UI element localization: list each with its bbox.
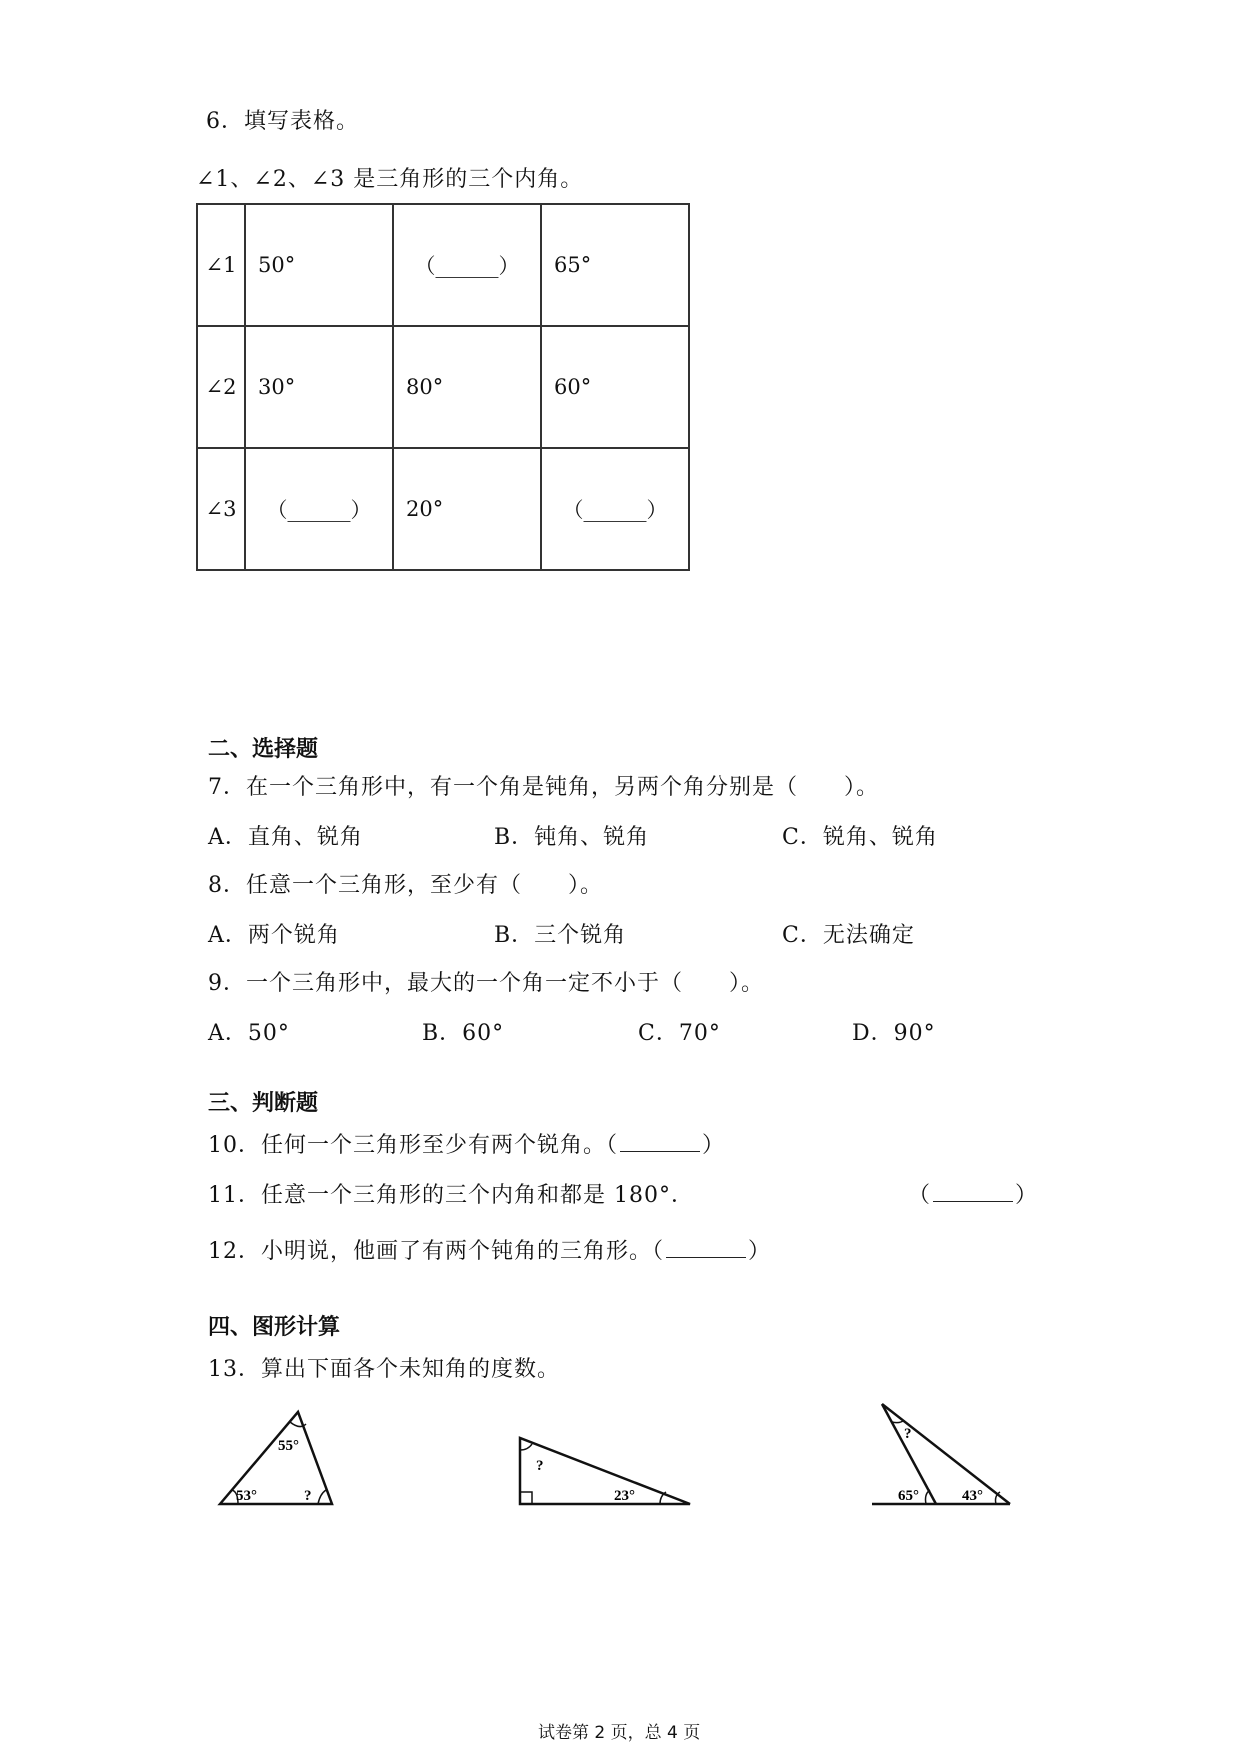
triangle-2-label-top: ? [536,1458,544,1474]
q7-option-a[interactable]: A．直角、锐角 [208,825,363,850]
q6-title: 6．填写表格。 [206,109,359,134]
q9-option-a[interactable]: A．50° [208,1021,290,1046]
q12-text: 12．小明说，他画了有两个钝角的三角形。 [208,1239,652,1264]
angle-1-label: ∠1 [197,204,245,326]
q12-answer-blank[interactable] [666,1239,746,1258]
answer-blank[interactable]: （______） [245,448,393,570]
q9-text: 9．一个三角形中，最大的一个角一定不小于（ ）。 [208,971,764,996]
triangle-1-svg [210,1402,340,1514]
q11-answer: （ ） [908,1183,1039,1208]
q11-text: 11．任意一个三角形的三个内角和都是 180°． [208,1183,694,1208]
triangle-3-label-top: ? [904,1426,912,1442]
q8-option-a[interactable]: A．两个锐角 [208,923,340,948]
q8-option-c[interactable]: C．无法确定 [782,923,915,948]
q9-option-d[interactable]: D．90° [852,1021,936,1046]
q10-line: 10．任何一个三角形至少有两个锐角。（ ） [208,1133,726,1158]
q11-answer-blank[interactable] [933,1183,1013,1202]
q8-option-b[interactable]: B．三个锐角 [494,923,627,948]
triangle-figure-1 [210,1402,340,1518]
triangle-2-label-right: 23° [614,1488,635,1504]
q9-option-b[interactable]: B．60° [422,1021,505,1046]
q13-text: 13．算出下面各个未知角的度数。 [208,1357,560,1382]
table-cell: 65° [541,204,689,326]
q6-intro: ∠1、∠2、∠3 是三角形的三个内角。 [196,167,584,192]
triangle-figure-2 [510,1430,700,1514]
angle-2-label: ∠2 [197,326,245,448]
q7-option-c[interactable]: C．锐角、锐角 [782,825,938,850]
triangle-2-svg [510,1430,700,1510]
triangle-3-svg [870,1394,1020,1514]
table-cell: 60° [541,326,689,448]
table-cell: 50° [245,204,393,326]
triangle-3-label-left: 65° [898,1488,919,1504]
table-cell: 20° [393,448,541,570]
q7-option-b[interactable]: B．钝角、锐角 [494,825,650,850]
table-row [197,326,689,448]
answer-blank[interactable]: （______） [393,204,541,326]
section-heading-choice: 二、选择题 [208,737,319,762]
angle-table [196,203,690,571]
triangle-3-label-right: 43° [962,1488,983,1504]
section-heading-judge: 三、判断题 [208,1091,319,1116]
q7-text: 7．在一个三角形中，有一个角是钝角，另两个角分别是（ ）。 [208,775,879,800]
table-cell: 30° [245,326,393,448]
triangle-1-label-left: 53° [236,1488,257,1504]
triangle-1-label-right: ? [304,1488,312,1504]
angle-3-label: ∠3 [197,448,245,570]
answer-blank[interactable]: （______） [541,448,689,570]
page-footer: 试卷第 2 页，总 4 页 [538,1723,701,1743]
q12-line: 12．小明说，他画了有两个钝角的三角形。（ ） [208,1239,772,1264]
section-heading-calc: 四、图形计算 [208,1315,341,1340]
table-row [197,204,689,326]
triangle-1-label-top: 55° [278,1438,299,1454]
q10-answer-blank[interactable] [620,1133,700,1152]
q8-text: 8．任意一个三角形，至少有（ ）。 [208,873,603,898]
triangle-figure-3 [870,1394,1020,1518]
table-cell: 80° [393,326,541,448]
table-row [197,448,689,570]
q10-text: 10．任何一个三角形至少有两个锐角。 [208,1133,606,1158]
q9-option-c[interactable]: C．70° [638,1021,721,1046]
